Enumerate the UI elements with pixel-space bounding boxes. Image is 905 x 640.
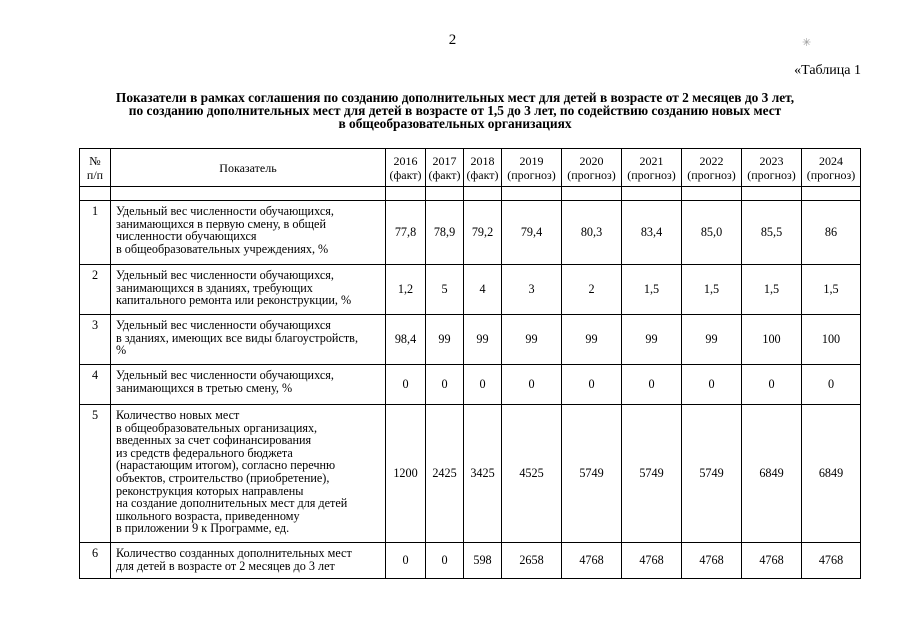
value-cell: 0 — [742, 365, 802, 405]
table-row — [80, 543, 861, 579]
header-year — [562, 149, 622, 187]
indicator-name-line: Удельный вес численности обучающихся, — [116, 268, 334, 282]
year-note: (прогноз) — [687, 167, 736, 182]
year-note: (факт) — [389, 167, 422, 182]
header-year — [502, 149, 562, 187]
value-cell: 86 — [802, 201, 861, 265]
indicator-name-line: объектов, строительство (приобретение), — [116, 470, 330, 485]
indicator-name-line: на создание дополнительных мест для детей — [116, 496, 348, 511]
table-body — [80, 201, 861, 579]
indicator-name-line: в общеобразовательных организациях, — [116, 420, 318, 435]
header-year — [386, 149, 426, 187]
value-cell: 1,5 — [802, 265, 861, 315]
indicator-name-line: Удельный вес численности обучающихся — [116, 318, 331, 332]
indicator-name-line: % — [116, 343, 127, 358]
header-num-abbr: п/п — [86, 167, 104, 182]
header-num-sign: № — [89, 153, 101, 168]
value-cell: 5749 — [682, 405, 742, 543]
value-cell: 77,8 — [386, 201, 426, 265]
value-cell: 85,5 — [742, 201, 802, 265]
year: 2021 — [639, 153, 664, 168]
table-header-row — [80, 149, 861, 187]
indicator-name-line: в приложении 9 к Программе, ед. — [116, 521, 290, 536]
indicator-name — [111, 405, 386, 543]
column-index — [80, 187, 111, 201]
header-year — [464, 149, 502, 187]
column-index — [742, 187, 802, 201]
year-note: (прогноз) — [627, 167, 676, 182]
table-row — [80, 265, 861, 315]
indicator-name-line: для детей в возрасте от 2 месяцев до 3 лет — [116, 558, 335, 573]
value-cell: 99 — [622, 315, 682, 365]
value-cell: 99 — [464, 315, 502, 365]
title-line: по созданию дополнительных мест для детей в возрасте от 1,5 до 3 лет, по содействию созданию новых мест — [128, 103, 782, 118]
table-row — [80, 365, 861, 405]
year: 2020 — [579, 153, 604, 168]
indicator-name — [111, 265, 386, 315]
year: 2017 — [432, 153, 457, 168]
value-cell: 0 — [622, 365, 682, 405]
row-number: 1 — [80, 201, 111, 265]
value-cell: 1,5 — [742, 265, 802, 315]
indicator-name — [111, 201, 386, 265]
value-cell: 0 — [802, 365, 861, 405]
value-cell: 0 — [464, 365, 502, 405]
header-year — [426, 149, 464, 187]
value-cell: 1,5 — [682, 265, 742, 315]
value-cell: 79,2 — [464, 201, 502, 265]
year: 2023 — [759, 153, 784, 168]
column-index-row — [80, 187, 861, 201]
value-cell: 2 — [562, 265, 622, 315]
indicator-name-line: в зданиях, имеющих все виды благоустройств, — [116, 330, 358, 345]
value-cell: 0 — [386, 543, 426, 579]
header-year — [622, 149, 682, 187]
column-index — [682, 187, 742, 201]
year-note: (прогноз) — [567, 167, 616, 182]
header-year — [802, 149, 861, 187]
column-index — [426, 187, 464, 201]
year-note: (прогноз) — [806, 167, 856, 182]
indicator-name-line: численности обучающихся — [116, 229, 257, 244]
value-cell: 98,4 — [386, 315, 426, 365]
row-number: 5 — [80, 405, 111, 543]
value-cell: 78,9 — [426, 201, 464, 265]
indicator-name-line: Удельный вес численности обучающихся, — [116, 368, 334, 382]
column-index — [562, 187, 622, 201]
column-index — [622, 187, 682, 201]
value-cell: 5749 — [562, 405, 622, 543]
value-cell: 83,4 — [622, 201, 682, 265]
title-line: в общеобразовательных организациях — [338, 116, 572, 131]
value-cell: 5 — [426, 265, 464, 315]
value-cell: 99 — [502, 315, 562, 365]
value-cell: 100 — [802, 315, 861, 365]
value-cell: 3 — [502, 265, 562, 315]
indicator-name — [111, 365, 386, 405]
value-cell: 79,4 — [502, 201, 562, 265]
indicator-name-line: в общеобразовательных учреждениях, % — [116, 241, 329, 256]
year: 2024 — [819, 153, 843, 168]
indicator-name-line: занимающихся в первую смену, в общей — [116, 216, 326, 231]
indicators-table — [79, 148, 861, 579]
header-num — [80, 149, 111, 187]
column-index — [111, 187, 386, 201]
value-cell: 4 — [464, 265, 502, 315]
indicator-name — [111, 315, 386, 365]
indicator-name-line: школьного возраста, приведенному — [116, 508, 300, 523]
year-note: (прогноз) — [747, 167, 796, 182]
column-index — [502, 187, 562, 201]
indicator-name-line: капитального ремонта или реконструкции, % — [116, 293, 352, 308]
header-indicator: Показатель — [111, 149, 386, 187]
value-cell: 4768 — [742, 543, 802, 579]
value-cell: 3425 — [464, 405, 502, 543]
indicator-name-line: Удельный вес численности обучающихся, — [116, 204, 334, 218]
value-cell: 0 — [682, 365, 742, 405]
value-cell: 6849 — [742, 405, 802, 543]
indicator-name-line: из средств федерального бюджета — [116, 445, 293, 460]
value-cell: 6849 — [802, 405, 861, 543]
header-year — [682, 149, 742, 187]
indicator-name-line: реконструкция которых направлены — [116, 483, 304, 498]
year: 2022 — [699, 153, 724, 168]
value-cell: 100 — [742, 315, 802, 365]
indicator-name-line: Количество новых мест — [116, 408, 240, 422]
value-cell: 99 — [562, 315, 622, 365]
column-index — [464, 187, 502, 201]
column-index — [802, 187, 861, 201]
value-cell: 1,2 — [386, 265, 426, 315]
value-cell: 4768 — [802, 543, 861, 579]
year-note: (факт) — [466, 167, 499, 182]
indicator-name-line: введенных за счет софинансирования — [116, 433, 312, 448]
indicator-name — [111, 543, 386, 579]
value-cell: 5749 — [622, 405, 682, 543]
value-cell: 0 — [562, 365, 622, 405]
value-cell: 2658 — [502, 543, 562, 579]
page-number: 2 — [448, 32, 457, 48]
value-cell: 598 — [464, 543, 502, 579]
year-note: (прогноз) — [507, 167, 556, 182]
value-cell: 0 — [502, 365, 562, 405]
value-cell: 0 — [426, 365, 464, 405]
column-index — [386, 187, 426, 201]
value-cell: 4525 — [502, 405, 562, 543]
header-year — [742, 149, 802, 187]
value-cell: 85,0 — [682, 201, 742, 265]
value-cell: 99 — [426, 315, 464, 365]
row-number: 2 — [80, 265, 111, 315]
value-cell: 4768 — [562, 543, 622, 579]
title-line: Показатели в рамках соглашения по созданию дополнительных мест для детей в возрасте от 2 месяцев до 3 лет, — [115, 90, 795, 105]
row-number: 6 — [80, 543, 111, 579]
value-cell: 0 — [426, 543, 464, 579]
indicator-name-line: занимающихся в зданиях, требующих — [116, 280, 313, 295]
table-label: «Таблица 1 — [794, 63, 861, 78]
scan-mark-icon: ✳ — [802, 37, 812, 49]
value-cell: 99 — [682, 315, 742, 365]
table-row — [80, 201, 861, 265]
indicator-name-line: занимающихся в третью смену, % — [116, 380, 293, 395]
indicator-name-line: (нарастающим итогом), согласно перечню — [116, 458, 336, 473]
value-cell: 1200 — [386, 405, 426, 543]
value-cell: 2425 — [426, 405, 464, 543]
year: 2016 — [393, 153, 418, 168]
row-number: 4 — [80, 365, 111, 405]
year-note: (факт) — [428, 167, 461, 182]
document-title — [60, 91, 850, 130]
value-cell: 80,3 — [562, 201, 622, 265]
year: 2019 — [519, 153, 544, 168]
value-cell: 0 — [386, 365, 426, 405]
year: 2018 — [470, 153, 495, 168]
indicator-name-line: Количество созданных дополнительных мест — [116, 546, 352, 560]
value-cell: 4768 — [622, 543, 682, 579]
table-row — [80, 405, 861, 543]
value-cell: 4768 — [682, 543, 742, 579]
table-row — [80, 315, 861, 365]
value-cell: 1,5 — [622, 265, 682, 315]
row-number: 3 — [80, 315, 111, 365]
